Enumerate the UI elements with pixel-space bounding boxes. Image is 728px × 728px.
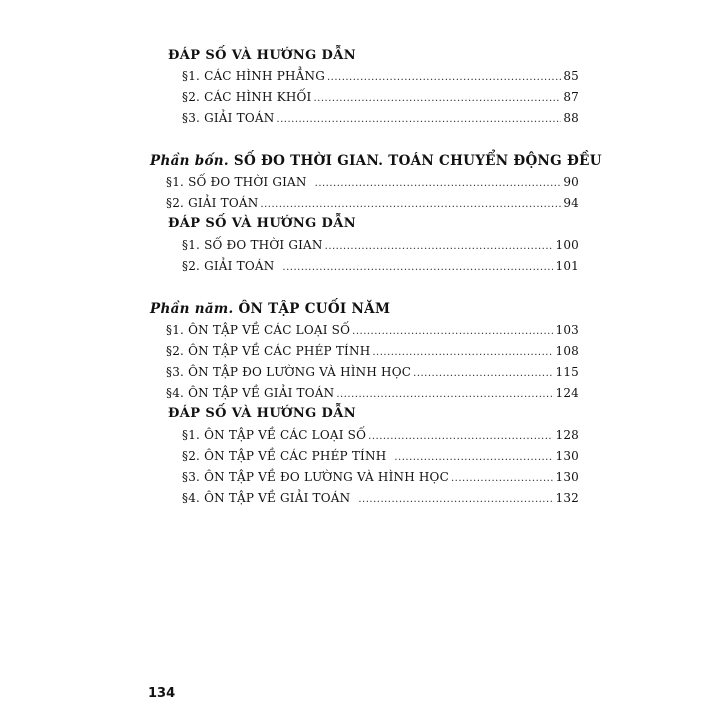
toc-entry-page: 90 xyxy=(563,175,579,189)
toc-entry-page: 130 xyxy=(555,470,579,484)
toc-entry-page: 85 xyxy=(563,69,579,83)
leader-dots xyxy=(394,452,553,463)
leader-dots xyxy=(282,262,553,273)
toc-entry xyxy=(0,344,728,364)
leader-dots xyxy=(352,326,553,337)
leader-dots xyxy=(327,72,561,83)
leader-dots xyxy=(315,178,562,189)
toc-entry-label: §2. CÁC HÌNH KHỐI xyxy=(182,90,312,104)
part-name: SỐ ĐO THỜI GIAN. TOÁN CHUYỂN ĐỘNG ĐỀU xyxy=(233,153,602,169)
toc-entry xyxy=(0,259,728,279)
toc-entry-label: §4. ÔN TẬP VỀ GIẢI TOÁN xyxy=(166,386,335,400)
toc-entry-page: 128 xyxy=(555,428,579,442)
toc-entry xyxy=(0,69,728,89)
toc-entry-label: §3. GIẢI TOÁN xyxy=(182,111,275,125)
page-number: 134 xyxy=(148,686,176,701)
toc-entry xyxy=(0,386,728,406)
toc-entry xyxy=(0,111,728,131)
toc-entry xyxy=(0,470,728,490)
leader-dots xyxy=(336,389,553,400)
leader-dots xyxy=(325,241,554,252)
leader-dots xyxy=(314,93,562,104)
leader-dots xyxy=(451,473,554,484)
toc-entry-label: §2. GIẢI TOÁN xyxy=(166,196,259,210)
toc-entry xyxy=(0,175,728,195)
toc-entry-page: 88 xyxy=(563,111,579,125)
toc-entry-label: §1. SỐ ĐO THỜI GIAN xyxy=(166,175,307,189)
toc-entry-page: 124 xyxy=(555,386,579,400)
toc-entry-label: §3. ÔN TẬP ĐO LƯỜNG VÀ HÌNH HỌC xyxy=(166,365,412,379)
answers-heading: ĐÁP SỐ VÀ HƯỚNG DẪN xyxy=(168,406,356,421)
toc-entry-label: §2. ÔN TẬP VỀ CÁC PHÉP TÍNH xyxy=(166,344,371,358)
leader-dots xyxy=(413,368,553,379)
toc-entry xyxy=(0,323,728,343)
toc-entry-label: §1. SỐ ĐO THỜI GIAN xyxy=(182,238,323,252)
answers-heading: ĐÁP SỐ VÀ HƯỚNG DẪN xyxy=(168,216,356,231)
toc-entry-page: 94 xyxy=(563,196,579,210)
toc-entry-page: 108 xyxy=(555,344,579,358)
toc-entry xyxy=(0,449,728,469)
toc-entry-page: 132 xyxy=(555,491,579,505)
part-title xyxy=(150,301,390,323)
toc-entry-label: §4. ÔN TẬP VỀ GIẢI TOÁN xyxy=(182,491,351,505)
toc-entry-label: §1. ÔN TẬP VỀ CÁC LOẠI SỐ xyxy=(166,323,351,337)
toc-entry-page: 130 xyxy=(555,449,579,463)
toc-entry xyxy=(0,238,728,258)
part-label: Phần bốn. xyxy=(150,153,229,169)
toc-entry-page: 100 xyxy=(555,238,579,252)
leader-dots xyxy=(260,199,561,210)
leader-dots xyxy=(276,114,561,125)
toc-entry xyxy=(0,365,728,385)
toc-entry-page: 115 xyxy=(555,365,579,379)
toc-entry-page: 101 xyxy=(555,259,579,273)
part-name: ÔN TẬP CUỐI NĂM xyxy=(238,301,391,317)
toc-entry-page: 87 xyxy=(563,90,579,104)
toc-entry xyxy=(0,491,728,511)
answers-heading: ĐÁP SỐ VÀ HƯỚNG DẪN xyxy=(168,48,356,63)
toc-entry xyxy=(0,428,728,448)
toc-entry-label: §2. ÔN TẬP VỀ CÁC PHÉP TÍNH xyxy=(182,449,387,463)
toc-entry xyxy=(0,90,728,110)
toc-entry-label: §2. GIẢI TOÁN xyxy=(182,259,275,273)
leader-dots xyxy=(358,494,553,505)
leader-dots xyxy=(372,347,553,358)
toc-entry-label: §1. ÔN TẬP VỀ CÁC LOẠI SỐ xyxy=(182,428,367,442)
toc-entry-label: §1. CÁC HÌNH PHẲNG xyxy=(182,69,325,83)
part-title xyxy=(150,153,602,175)
toc-entry-page: 103 xyxy=(555,323,579,337)
leader-dots xyxy=(368,431,553,442)
toc-entry xyxy=(0,196,728,216)
toc-entry-label: §3. ÔN TẬP VỀ ĐO LƯỜNG VÀ HÌNH HỌC xyxy=(182,470,449,484)
part-label: Phần năm. xyxy=(150,301,234,317)
